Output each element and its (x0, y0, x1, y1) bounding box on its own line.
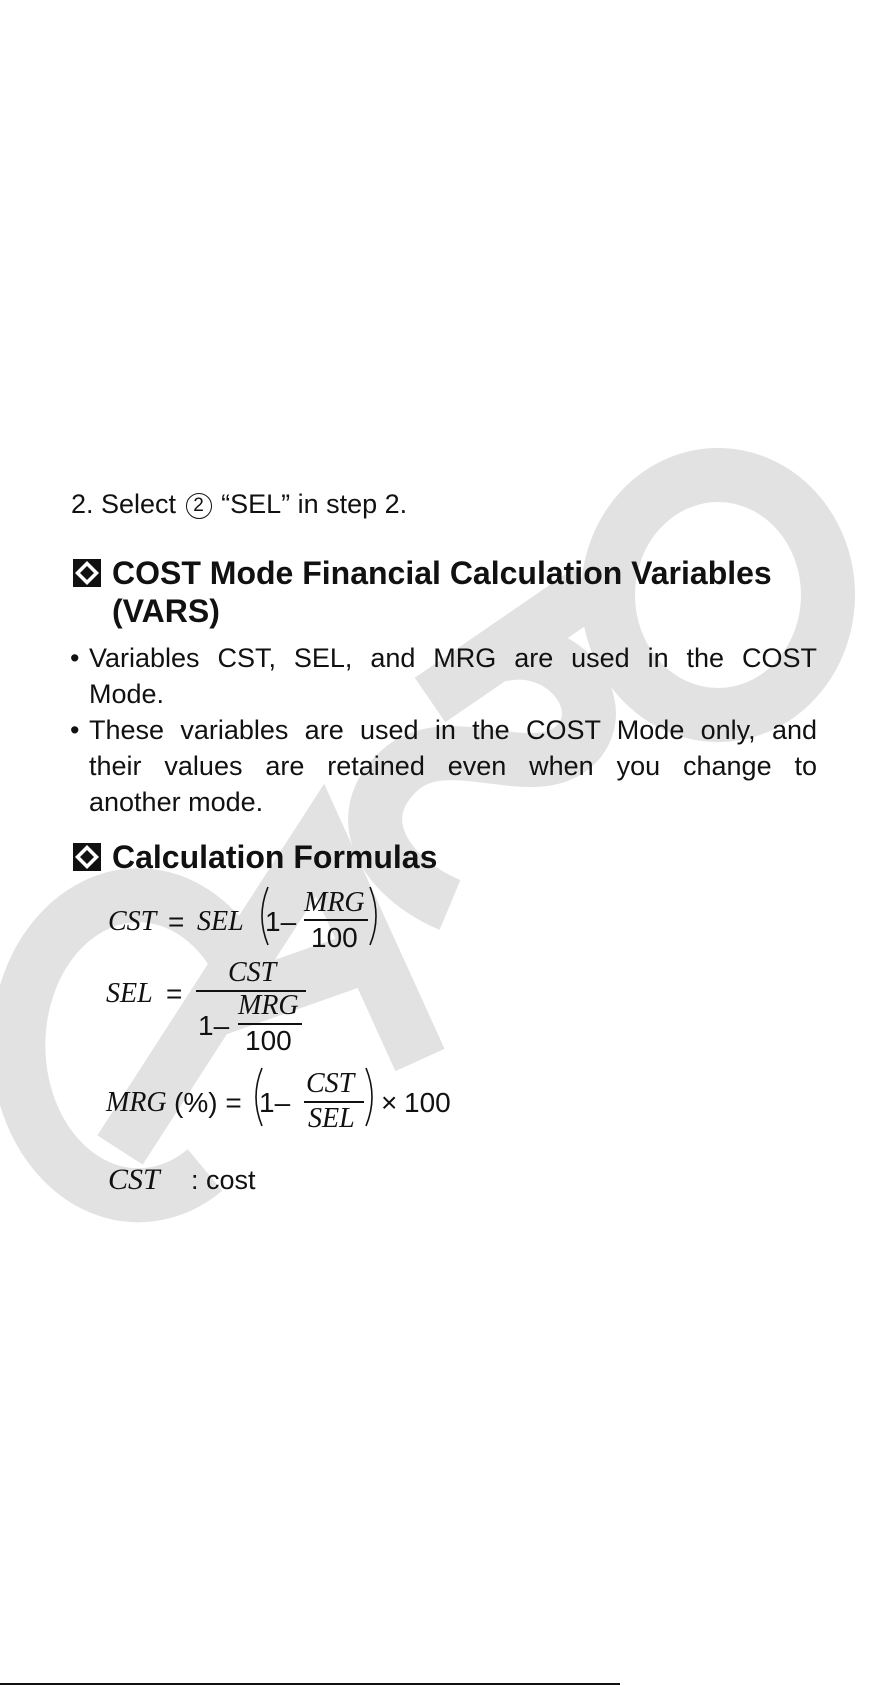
bullet-line: These variables are used in the COST Mode only, and (89, 715, 817, 745)
bullet-item (70, 712, 817, 820)
fraction-denominator: SEL (308, 1103, 355, 1134)
formula-equals: = (168, 906, 185, 937)
fraction-numerator: CST (228, 957, 277, 988)
bullet-marker: • (70, 643, 80, 673)
formula-percent-equals: (%) = (174, 1087, 242, 1118)
one-minus: 1– (259, 1087, 291, 1118)
section-heading-formulas (73, 838, 437, 876)
inner-denominator: 100 (245, 1025, 292, 1056)
formula-lhs: MRG (106, 1087, 167, 1118)
definition-term: CST (108, 1163, 160, 1196)
step-suffix: “SEL” in step 2. (221, 489, 408, 519)
fraction-bar (304, 919, 368, 921)
right-paren (368, 885, 382, 947)
section-heading-vars (73, 554, 833, 630)
bullet-item (70, 640, 817, 712)
formula-sel: SEL (197, 906, 244, 937)
formula-lhs: SEL (106, 978, 153, 1009)
fraction-numerator: MRG (304, 887, 365, 918)
circled-number: 2 (186, 493, 212, 519)
fraction-numerator: CST (306, 1068, 355, 1099)
times-sign: × (381, 1087, 398, 1118)
step-prefix: 2. Select (71, 489, 177, 519)
one-minus: 1– (265, 906, 297, 937)
inner-numerator: MRG (238, 990, 299, 1021)
bullet-line: Variables CST, SEL, and MRG are used in the COST (89, 643, 817, 673)
bullet-line: Mode. (89, 679, 165, 709)
fraction-denominator: 100 (311, 922, 358, 953)
formula-equals: = (166, 978, 183, 1009)
heading-text: Calculation Formulas (112, 839, 438, 875)
definition-desc: : cost (191, 1165, 256, 1195)
formula-lhs: CST (108, 906, 157, 937)
heading-line2: (VARS) (112, 593, 220, 629)
step-instruction (71, 486, 407, 522)
hundred: 100 (404, 1087, 451, 1118)
bullet-line: their values are retained even when you change to (89, 751, 817, 781)
bullet-line: another mode. (89, 787, 264, 817)
right-paren (364, 1066, 378, 1128)
diamond-square-icon (73, 843, 101, 871)
one-minus: 1– (198, 1010, 230, 1041)
diamond-square-icon (73, 559, 101, 587)
bullet-marker: • (70, 715, 80, 745)
heading-line1: COST Mode Financial Calculation Variables (112, 555, 772, 591)
